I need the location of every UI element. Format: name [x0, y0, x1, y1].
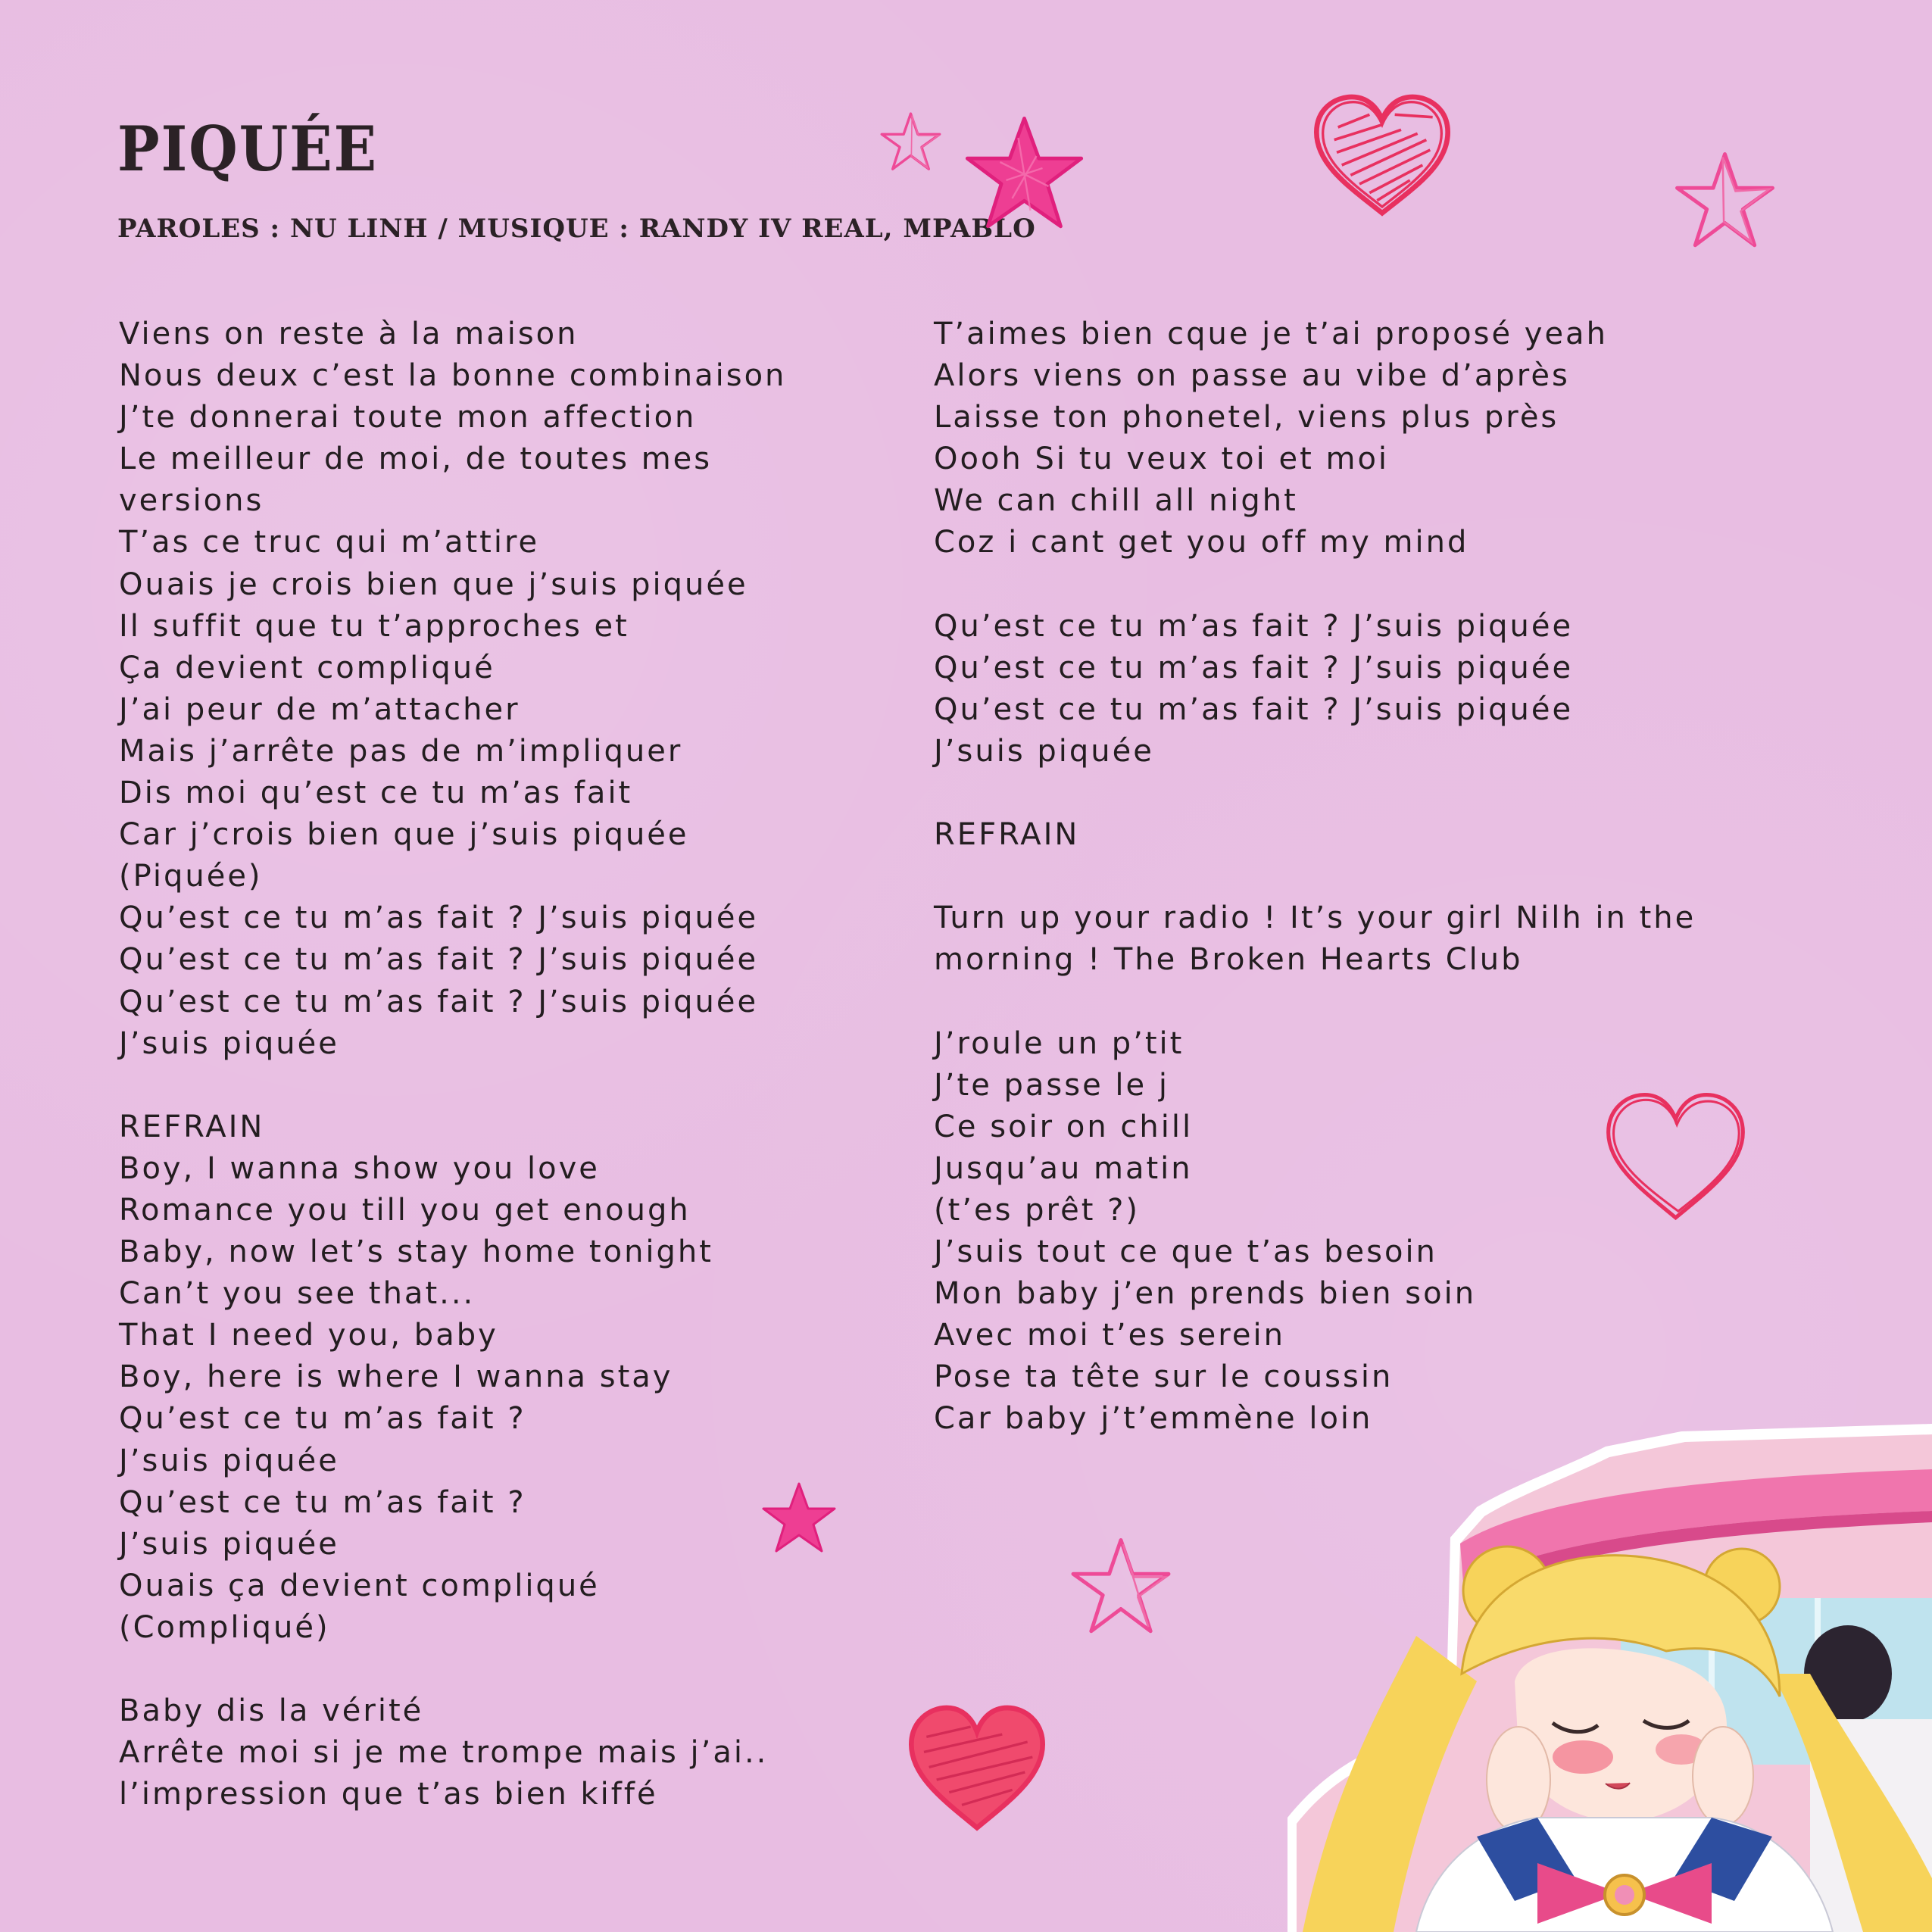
star-outline-icon	[1670, 148, 1780, 254]
lyric-line: T’as ce truc qui m’attire	[119, 525, 540, 560]
lyric-line	[934, 564, 1767, 606]
lyric-line: versions	[119, 483, 264, 519]
lyric-line: J’suis piquée	[119, 1025, 339, 1061]
lyric-line: Ça devient compliqué	[119, 650, 495, 685]
star-outline-icon	[879, 110, 943, 174]
lyric-line: Le meilleur de moi, de toutes mes	[119, 442, 713, 477]
lyric-line: (t’es prêt ?)	[934, 1192, 1140, 1228]
song-credits: PAROLES : NU LINH / MUSIQUE : RANDY IV REAL, MPABLO	[117, 214, 1036, 244]
song-title: PIQUÉE	[117, 114, 379, 186]
lyric-line: Laisse ton phonetel, viens plus près	[934, 400, 1559, 435]
lyric-line	[934, 982, 1767, 1023]
lyric-line: Can’t you see that...	[119, 1276, 476, 1312]
lyric-line: J’suis piquée	[119, 1526, 339, 1562]
lyric-line	[119, 1649, 876, 1690]
lyric-line: Qu’est ce tu m’as fait ? J’suis piquée	[119, 984, 759, 1019]
lyric-line: Il suffit que tu t’approches et	[119, 608, 629, 644]
lyric-line: Boy, I wanna show you love	[119, 1150, 600, 1186]
lyric-line: Qu’est ce tu m’as fait ?	[119, 1484, 526, 1520]
lyric-line: Alors viens on passe au vibe d’après	[934, 358, 1570, 394]
lyric-line: J’te passe le j	[934, 1067, 1169, 1103]
lyric-line: Qu’est ce tu m’as fait ? J’suis piquée	[934, 608, 1574, 644]
lyric-line: Car j’crois bien que j’suis piquée	[119, 817, 689, 853]
lyric-line	[119, 1065, 876, 1106]
lyric-line: Turn up your radio ! It’s your girl Nilh in the	[934, 900, 1696, 936]
lyrics-column-right	[934, 314, 1767, 1440]
star-filled-icon	[761, 1481, 837, 1556]
lyric-line: Qu’est ce tu m’as fait ? J’suis piquée	[119, 942, 759, 978]
lyric-line: Pose ta tête sur le coussin	[934, 1359, 1394, 1395]
lyric-line: REFRAIN	[119, 1109, 265, 1144]
lyric-line: Car baby j’t’emmène loin	[934, 1401, 1373, 1437]
lyric-line: (Piquée)	[119, 859, 263, 894]
lyric-line: Qu’est ce tu m’as fait ?	[119, 1401, 526, 1437]
anime-girl-illustration	[1287, 1424, 1932, 1932]
lyric-line: Mon baby j’en prends bien soin	[934, 1276, 1477, 1312]
lyric-line: Jusqu’au matin	[934, 1150, 1193, 1186]
lyric-line	[934, 856, 1767, 897]
lyric-line: J’ai peur de m’attacher	[119, 691, 520, 727]
lyric-line: Ouais ça devient compliqué	[119, 1568, 600, 1603]
lyric-line: Avec moi t’es serein	[934, 1318, 1285, 1353]
heart-outline-icon	[1598, 1083, 1753, 1231]
lyric-line: J’suis tout ce que t’as besoin	[934, 1234, 1437, 1270]
lyric-line: J’suis piquée	[934, 733, 1154, 769]
lyric-line: J’te donnerai toute mon affection	[119, 400, 697, 435]
lyric-line	[934, 772, 1767, 814]
lyric-line: l’impression que t’as bien kiffé	[119, 1777, 658, 1812]
lyric-line: Qu’est ce tu m’as fait ? J’suis piquée	[934, 650, 1574, 685]
lyric-line: J’suis piquée	[119, 1443, 339, 1478]
lyric-line: Dis moi qu’est ce tu m’as fait	[119, 776, 633, 811]
lyric-line: Romance you till you get enough	[119, 1192, 691, 1228]
lyric-line: Mais j’arrête pas de m’impliquer	[119, 733, 683, 769]
lyric-line: Boy, here is where I wanna stay	[119, 1359, 673, 1395]
lyric-line: Qu’est ce tu m’as fait ? J’suis piquée	[934, 691, 1574, 727]
lyric-line: REFRAIN	[934, 817, 1080, 853]
lyric-line: That I need you, baby	[119, 1318, 498, 1353]
star-filled-icon	[962, 114, 1087, 235]
lyric-line: Baby, now let’s stay home tonight	[119, 1234, 713, 1270]
lyric-line: morning ! The Broken Hearts Club	[934, 942, 1523, 978]
lyric-line: T’aimes bien cque je t’ai proposé yeah	[934, 317, 1608, 351]
heart-scribble-icon	[901, 1696, 1053, 1840]
heart-scribble-icon	[1306, 89, 1458, 222]
lyric-line: We can chill all night	[934, 483, 1298, 519]
lyric-line: Qu’est ce tu m’as fait ? J’suis piquée	[119, 900, 759, 936]
lyric-line: Viens on reste à la maison	[119, 317, 579, 351]
lyric-line: Oooh Si tu veux toi et moi	[934, 442, 1390, 477]
lyric-line: Ouais je crois bien que j’suis piquée	[119, 566, 748, 602]
lyrics-column-left	[119, 314, 876, 1815]
lyric-line: Coz i cant get you off my mind	[934, 525, 1469, 560]
lyric-line: Arrête moi si je me trompe mais j’ai..	[119, 1735, 769, 1771]
lyric-line: Nous deux c’est la bonne combinaison	[119, 358, 787, 394]
lyric-line: Ce soir on chill	[934, 1109, 1194, 1144]
lyric-line: Baby dis la vérité	[119, 1693, 424, 1729]
lyric-line: (Compliqué)	[119, 1609, 330, 1645]
lyric-line: J’roule un p’tit	[934, 1025, 1184, 1061]
star-outline-icon	[1068, 1534, 1174, 1640]
